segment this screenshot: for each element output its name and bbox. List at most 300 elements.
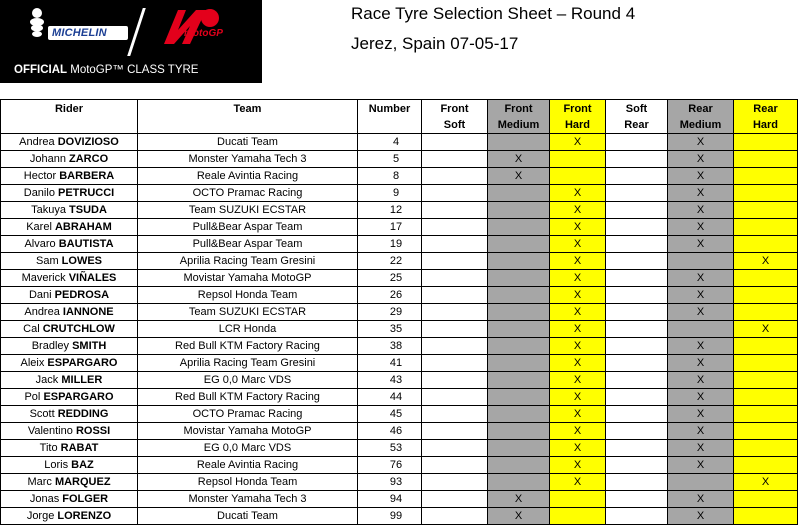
rear-hard-column-header: [734, 100, 798, 134]
team-cell: Ducati Team: [138, 508, 358, 525]
selection-mark: X: [696, 237, 705, 250]
rear-hard-cell: [734, 304, 798, 321]
rider-last-name: VIÑALES: [68, 271, 117, 284]
rider-cell: [1, 389, 138, 406]
rider-first-name: Cal: [23, 322, 40, 335]
front-medium-cell: [488, 321, 550, 338]
rear-medium-cell: [668, 457, 734, 474]
front-soft-cell: [422, 389, 488, 406]
rear-medium-cell: [668, 185, 734, 202]
official-bold-text: OFFICIAL: [14, 64, 68, 76]
rear-hard-cell: [734, 338, 798, 355]
selection-mark: X: [514, 509, 523, 522]
front-medium-cell: [488, 253, 550, 270]
selection-mark: X: [573, 305, 582, 318]
front-hard-cell: [550, 355, 606, 372]
selection-mark: X: [696, 407, 705, 420]
front-soft-cell: [422, 168, 488, 185]
rear-hard-cell: [734, 474, 798, 491]
front-hard-cell: [550, 304, 606, 321]
rider-last-name: ESPARGARO: [47, 356, 118, 369]
rider-cell: [1, 151, 138, 168]
rider-first-name: Aleix: [20, 356, 45, 369]
selection-mark: X: [696, 492, 705, 505]
rider-last-name: PEDROSA: [54, 288, 110, 301]
table-body: [1, 134, 798, 525]
selection-mark: X: [761, 322, 770, 335]
number-column-header: Number: [358, 100, 422, 134]
rear-hard-cell: [734, 185, 798, 202]
rear-medium-cell: [668, 491, 734, 508]
rear-hard-cell: [734, 270, 798, 287]
rider-first-name: Danilo: [23, 186, 55, 199]
rear-hard-cell: [734, 236, 798, 253]
rider-last-name: TSUDA: [69, 203, 107, 216]
rider-first-name: Dani: [28, 288, 52, 301]
front-medium-cell: [488, 508, 550, 525]
rear-medium-cell: [668, 168, 734, 185]
front-medium-cell: [488, 287, 550, 304]
soft-rear-cell: [606, 236, 668, 253]
rider-number-cell: 38: [358, 338, 422, 355]
rider-number-cell: 53: [358, 440, 422, 457]
rear-medium-cell: [668, 202, 734, 219]
selection-mark: X: [761, 254, 770, 267]
soft-rear-cell: [606, 355, 668, 372]
team-cell: Repsol Honda Team: [138, 287, 358, 304]
front-hard-cell: [550, 406, 606, 423]
selection-mark: X: [573, 373, 582, 386]
team-cell: Red Bull KTM Factory Racing: [138, 338, 358, 355]
rider-last-name: BARBERA: [59, 169, 115, 182]
front-hard-cell: [550, 372, 606, 389]
rider-cell: [1, 134, 138, 151]
rider-last-name: FOLGER: [62, 492, 109, 505]
rider-cell: [1, 202, 138, 219]
soft-rear-cell: [606, 406, 668, 423]
selection-mark: X: [573, 203, 582, 216]
header-line: Medium: [679, 118, 722, 131]
header-line: Rear: [753, 102, 778, 115]
header-line: Front: [563, 102, 592, 115]
selection-mark: X: [696, 424, 705, 437]
rider-cell: [1, 372, 138, 389]
header-line: Medium: [497, 118, 540, 131]
rider-number-cell: 29: [358, 304, 422, 321]
rider-first-name: Pol: [24, 390, 41, 403]
rider-number-cell: 8: [358, 168, 422, 185]
soft-rear-cell: [606, 151, 668, 168]
front-medium-cell: [488, 457, 550, 474]
rider-last-name: REDDING: [57, 407, 109, 420]
team-cell: Monster Yamaha Tech 3: [138, 491, 358, 508]
front-soft-cell: [422, 253, 488, 270]
soft-rear-cell: [606, 491, 668, 508]
rider-cell: [1, 253, 138, 270]
soft-rear-cell: [606, 457, 668, 474]
front-soft-cell: [422, 508, 488, 525]
team-cell: Movistar Yamaha MotoGP: [138, 423, 358, 440]
table-header-row: [1, 100, 798, 134]
front-hard-cell: [550, 270, 606, 287]
selection-mark: X: [696, 390, 705, 403]
rear-hard-cell: [734, 202, 798, 219]
front-hard-cell: [550, 321, 606, 338]
team-cell: Reale Avintia Racing: [138, 168, 358, 185]
front-soft-cell: [422, 185, 488, 202]
selection-mark: X: [696, 186, 705, 199]
soft-rear-cell: [606, 474, 668, 491]
table-row: [1, 287, 798, 304]
front-medium-cell: [488, 389, 550, 406]
table-row: [1, 134, 798, 151]
selection-mark: X: [696, 509, 705, 522]
team-cell: OCTO Pramac Racing: [138, 185, 358, 202]
soft-rear-cell: [606, 168, 668, 185]
team-cell: Aprilia Racing Team Gresini: [138, 355, 358, 372]
rear-medium-cell: [668, 406, 734, 423]
rider-cell: [1, 185, 138, 202]
front-medium-cell: [488, 304, 550, 321]
rider-number-cell: 46: [358, 423, 422, 440]
team-column-header: Team: [138, 100, 358, 134]
rider-number-cell: 41: [358, 355, 422, 372]
front-hard-cell: [550, 338, 606, 355]
rider-number-cell: 25: [358, 270, 422, 287]
rider-first-name: Bradley: [31, 339, 69, 352]
selection-mark: X: [696, 169, 705, 182]
table-row: [1, 151, 798, 168]
rear-medium-cell: [668, 321, 734, 338]
rear-hard-cell: [734, 389, 798, 406]
rear-medium-cell: [668, 440, 734, 457]
soft-rear-cell: [606, 287, 668, 304]
team-cell: Pull&Bear Aspar Team: [138, 219, 358, 236]
table-row: [1, 321, 798, 338]
selection-mark: X: [573, 322, 582, 335]
soft-rear-cell: [606, 389, 668, 406]
rider-first-name: Loris: [44, 458, 69, 471]
tyre-selection-table: [0, 99, 798, 525]
front-soft-cell: [422, 491, 488, 508]
selection-mark: X: [514, 492, 523, 505]
rider-first-name: Jack: [35, 373, 59, 386]
front-hard-cell: [550, 151, 606, 168]
table-row: [1, 406, 798, 423]
front-medium-cell: [488, 236, 550, 253]
table-row: [1, 372, 798, 389]
team-cell: Reale Avintia Racing: [138, 457, 358, 474]
header-line: Rear: [624, 118, 649, 131]
rear-medium-cell: [668, 270, 734, 287]
rider-first-name: Andrea: [24, 305, 60, 318]
rear-hard-cell: [734, 508, 798, 525]
selection-mark: X: [696, 441, 705, 454]
table-row: [1, 389, 798, 406]
rider-number-cell: 4: [358, 134, 422, 151]
table-row: [1, 219, 798, 236]
rear-hard-cell: [734, 423, 798, 440]
selection-mark: X: [573, 458, 582, 471]
team-cell: OCTO Pramac Racing: [138, 406, 358, 423]
front-soft-cell: [422, 134, 488, 151]
rear-medium-cell: [668, 253, 734, 270]
rider-first-name: Valentino: [27, 424, 73, 437]
table-row: [1, 440, 798, 457]
table-row: [1, 423, 798, 440]
rider-number-cell: 19: [358, 236, 422, 253]
rear-hard-cell: [734, 372, 798, 389]
front-soft-cell: [422, 457, 488, 474]
header-line: Front: [504, 102, 533, 115]
rider-last-name: ABRAHAM: [54, 220, 112, 233]
sheet-title: Race Tyre Selection Sheet – Round 4: [351, 4, 636, 23]
front-medium-cell: [488, 372, 550, 389]
selection-mark: X: [696, 271, 705, 284]
soft-rear-cell: [606, 134, 668, 151]
rear-hard-cell: [734, 219, 798, 236]
rider-number-cell: 26: [358, 287, 422, 304]
soft-rear-cell: [606, 202, 668, 219]
team-cell: Red Bull KTM Factory Racing: [138, 389, 358, 406]
rider-first-name: Scott: [29, 407, 55, 420]
selection-mark: X: [573, 339, 582, 352]
selection-mark: X: [573, 220, 582, 233]
header-line: Hard: [564, 118, 591, 131]
front-soft-cell: [422, 440, 488, 457]
rider-cell: [1, 423, 138, 440]
table-row: [1, 508, 798, 525]
selection-mark: X: [514, 152, 523, 165]
front-hard-cell: [550, 423, 606, 440]
rear-hard-cell: [734, 406, 798, 423]
selection-mark: X: [696, 220, 705, 233]
sheet-subtitle: Jerez, Spain 07-05-17: [351, 34, 519, 53]
selection-mark: X: [573, 237, 582, 250]
soft-rear-column-header: [606, 100, 668, 134]
rear-hard-cell: [734, 253, 798, 270]
rider-cell: [1, 406, 138, 423]
front-soft-cell: [422, 355, 488, 372]
rider-cell: [1, 304, 138, 321]
selection-mark: X: [573, 441, 582, 454]
front-soft-cell: [422, 372, 488, 389]
front-hard-cell: [550, 236, 606, 253]
team-cell: Team SUZUKI ECSTAR: [138, 304, 358, 321]
soft-rear-cell: [606, 423, 668, 440]
rider-last-name: LORENZO: [57, 509, 112, 522]
table-row: [1, 457, 798, 474]
rider-first-name: Tito: [39, 441, 58, 454]
front-soft-cell: [422, 287, 488, 304]
rider-last-name: CRUTCHLOW: [42, 322, 115, 335]
front-medium-cell: [488, 134, 550, 151]
rider-cell: [1, 287, 138, 304]
selection-mark: X: [761, 475, 770, 488]
soft-rear-cell: [606, 508, 668, 525]
team-cell: EG 0,0 Marc VDS: [138, 440, 358, 457]
rider-cell: [1, 236, 138, 253]
front-hard-cell: [550, 508, 606, 525]
front-medium-column-header: [488, 100, 550, 134]
front-hard-column-header: [550, 100, 606, 134]
motogp-wordmark: motoGP: [184, 28, 223, 39]
rider-first-name: Marc: [27, 475, 52, 488]
rider-number-cell: 9: [358, 185, 422, 202]
rider-cell: [1, 457, 138, 474]
rear-medium-cell: [668, 236, 734, 253]
rear-hard-cell: [734, 440, 798, 457]
official-tyre-logo: [0, 0, 262, 83]
front-hard-cell: [550, 389, 606, 406]
rider-last-name: BAZ: [71, 458, 94, 471]
rear-hard-cell: [734, 134, 798, 151]
selection-mark: X: [573, 271, 582, 284]
rider-cell: [1, 321, 138, 338]
front-medium-cell: [488, 491, 550, 508]
rider-number-cell: 5: [358, 151, 422, 168]
front-medium-cell: [488, 355, 550, 372]
selection-mark: X: [696, 305, 705, 318]
rear-medium-cell: [668, 219, 734, 236]
soft-rear-cell: [606, 372, 668, 389]
front-hard-cell: [550, 219, 606, 236]
rider-number-cell: 93: [358, 474, 422, 491]
rear-medium-cell: [668, 304, 734, 321]
front-hard-cell: [550, 457, 606, 474]
front-soft-cell: [422, 151, 488, 168]
selection-mark: X: [573, 424, 582, 437]
rider-cell: [1, 491, 138, 508]
selection-mark: X: [696, 152, 705, 165]
rider-cell: [1, 508, 138, 525]
rider-number-cell: 17: [358, 219, 422, 236]
front-soft-cell: [422, 406, 488, 423]
rear-medium-cell: [668, 287, 734, 304]
table-row: [1, 253, 798, 270]
team-cell: Monster Yamaha Tech 3: [138, 151, 358, 168]
rider-first-name: Hector: [23, 169, 57, 182]
front-hard-cell: [550, 491, 606, 508]
rear-medium-cell: [668, 134, 734, 151]
table-row: [1, 270, 798, 287]
header-line: Rear: [688, 102, 713, 115]
front-hard-cell: [550, 253, 606, 270]
logo-divider: [127, 8, 146, 56]
front-soft-cell: [422, 270, 488, 287]
front-hard-cell: [550, 185, 606, 202]
rider-first-name: Maverick: [21, 271, 66, 284]
rider-last-name: SMITH: [72, 339, 107, 352]
rider-first-name: Jorge: [26, 509, 55, 522]
selection-mark: X: [514, 169, 523, 182]
rear-hard-cell: [734, 355, 798, 372]
front-soft-cell: [422, 219, 488, 236]
selection-mark: X: [696, 135, 705, 148]
selection-mark: X: [696, 458, 705, 471]
rider-last-name: MILLER: [61, 373, 103, 386]
rider-last-name: ZARCO: [69, 152, 109, 165]
rider-first-name: Takuya: [31, 203, 66, 216]
table-row: [1, 202, 798, 219]
rear-hard-cell: [734, 151, 798, 168]
rider-first-name: Karel: [26, 220, 52, 233]
front-soft-cell: [422, 474, 488, 491]
table-row: [1, 491, 798, 508]
rider-number-cell: 43: [358, 372, 422, 389]
front-hard-cell: [550, 287, 606, 304]
rider-first-name: Alvaro: [24, 237, 56, 250]
soft-rear-cell: [606, 338, 668, 355]
header-line: Soft: [625, 102, 648, 115]
rear-medium-cell: [668, 389, 734, 406]
front-soft-cell: [422, 338, 488, 355]
table-row: [1, 168, 798, 185]
rear-hard-cell: [734, 287, 798, 304]
selection-mark: X: [696, 373, 705, 386]
table-row: [1, 236, 798, 253]
front-hard-cell: [550, 474, 606, 491]
selection-mark: X: [573, 475, 582, 488]
selection-mark: X: [696, 203, 705, 216]
front-medium-cell: [488, 474, 550, 491]
table-row: [1, 474, 798, 491]
rider-last-name: ESPARGARO: [43, 390, 114, 403]
team-cell: Pull&Bear Aspar Team: [138, 236, 358, 253]
rear-medium-column-header: [668, 100, 734, 134]
table-row: [1, 355, 798, 372]
rider-number-cell: 76: [358, 457, 422, 474]
rider-first-name: Sam: [35, 254, 59, 267]
rider-cell: [1, 474, 138, 491]
team-cell: Aprilia Racing Team Gresini: [138, 253, 358, 270]
rear-medium-cell: [668, 508, 734, 525]
front-medium-cell: [488, 406, 550, 423]
rear-hard-cell: [734, 491, 798, 508]
rider-last-name: ROSSI: [75, 424, 111, 437]
rider-number-cell: 45: [358, 406, 422, 423]
michelin-man-icon: [26, 7, 48, 37]
team-cell: EG 0,0 Marc VDS: [138, 372, 358, 389]
rear-medium-cell: [668, 423, 734, 440]
team-cell: Team SUZUKI ECSTAR: [138, 202, 358, 219]
front-medium-cell: [488, 202, 550, 219]
selection-mark: X: [573, 135, 582, 148]
front-soft-cell: [422, 321, 488, 338]
rider-number-cell: 94: [358, 491, 422, 508]
team-cell: Movistar Yamaha MotoGP: [138, 270, 358, 287]
soft-rear-cell: [606, 253, 668, 270]
official-rest-text: MotoGP™ CLASS TYRE: [70, 64, 199, 76]
selection-mark: X: [573, 407, 582, 420]
rider-last-name: PETRUCCI: [58, 186, 115, 199]
rider-cell: [1, 270, 138, 287]
front-hard-cell: [550, 168, 606, 185]
front-medium-cell: [488, 423, 550, 440]
soft-rear-cell: [606, 321, 668, 338]
michelin-wordmark: MICHELIN: [52, 27, 107, 39]
front-hard-cell: [550, 202, 606, 219]
front-medium-cell: [488, 440, 550, 457]
rider-number-cell: 12: [358, 202, 422, 219]
header-line: Hard: [752, 118, 779, 131]
rider-cell: [1, 219, 138, 236]
rider-last-name: RABAT: [60, 441, 99, 454]
selection-mark: X: [696, 339, 705, 352]
header-line: Front: [440, 102, 469, 115]
table-row: [1, 185, 798, 202]
rider-first-name: Johann: [29, 152, 66, 165]
